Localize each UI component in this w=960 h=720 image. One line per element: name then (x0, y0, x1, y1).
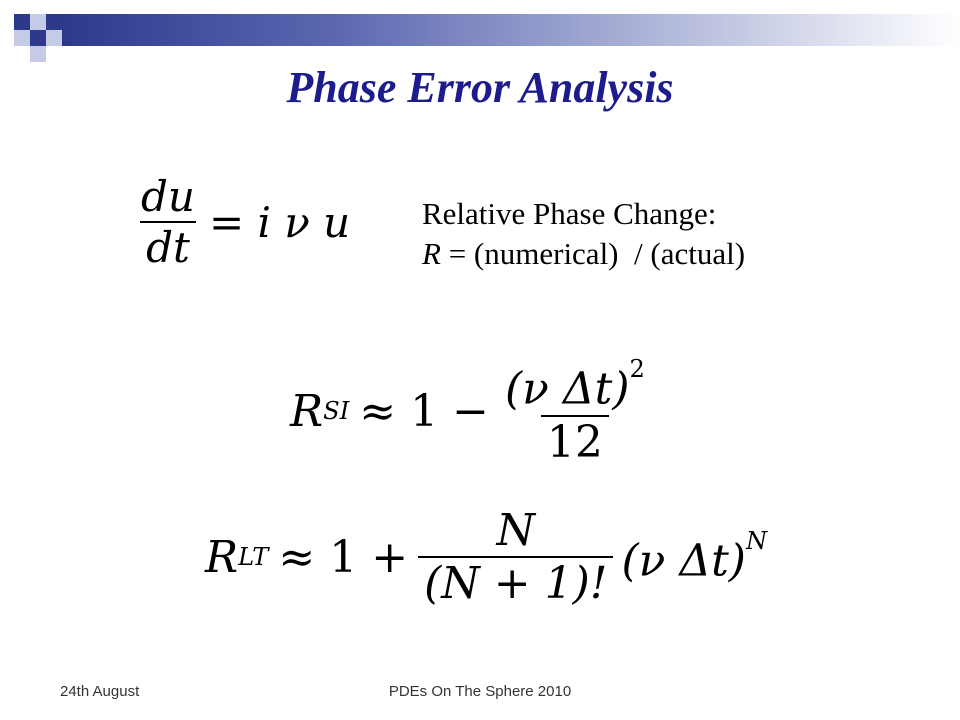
derivative-fraction (135, 172, 201, 272)
footer-date: 24th August (60, 683, 140, 700)
r-si-equation (290, 355, 651, 468)
footer-conference: PDEs On The Sphere 2010 (388, 683, 572, 700)
r-si-numerator: (ν Δt)$^2$ (504, 355, 645, 415)
relative-phase-text (422, 194, 745, 274)
r-lt-tail: (ν Δt)$^N$ (621, 527, 768, 587)
equation-rhs: = i ν u (208, 197, 351, 247)
r-lt-subscript: LT (238, 543, 269, 571)
r-lt-fraction (418, 505, 613, 609)
r-si-denominator: 12 (541, 415, 609, 468)
decor-square (14, 14, 30, 30)
r-lt-lhs: R (205, 531, 239, 583)
ratio-definition: = (numerical) / (actual) (440, 236, 746, 271)
r-lt-numerator: N (496, 505, 535, 556)
decor-square (46, 14, 62, 30)
fraction-denominator: dt (140, 221, 196, 272)
r-si-operator: ≈ 1 − (359, 385, 489, 437)
header-gradient-bar (62, 14, 960, 46)
ratio-symbol: R (422, 236, 441, 271)
slide-title: Phase Error Analysis (286, 63, 674, 112)
r-lt-operator: ≈ 1 + (278, 531, 409, 583)
fraction-numerator: du (141, 172, 195, 221)
decor-square (30, 14, 46, 30)
decor-square (30, 46, 46, 62)
r-si-lhs: R (290, 385, 324, 437)
r-si-subscript: SI (323, 397, 350, 426)
decor-square (30, 30, 46, 46)
decor-square (14, 30, 30, 46)
decor-square (46, 30, 62, 46)
r-lt-equation (205, 505, 767, 609)
r-si-fraction (499, 355, 651, 468)
ratio-definition-line (422, 234, 745, 274)
r-lt-denominator: (N + 1)! (418, 556, 613, 609)
ode-equation (135, 172, 350, 272)
relative-phase-label: Relative Phase Change: (422, 196, 717, 231)
